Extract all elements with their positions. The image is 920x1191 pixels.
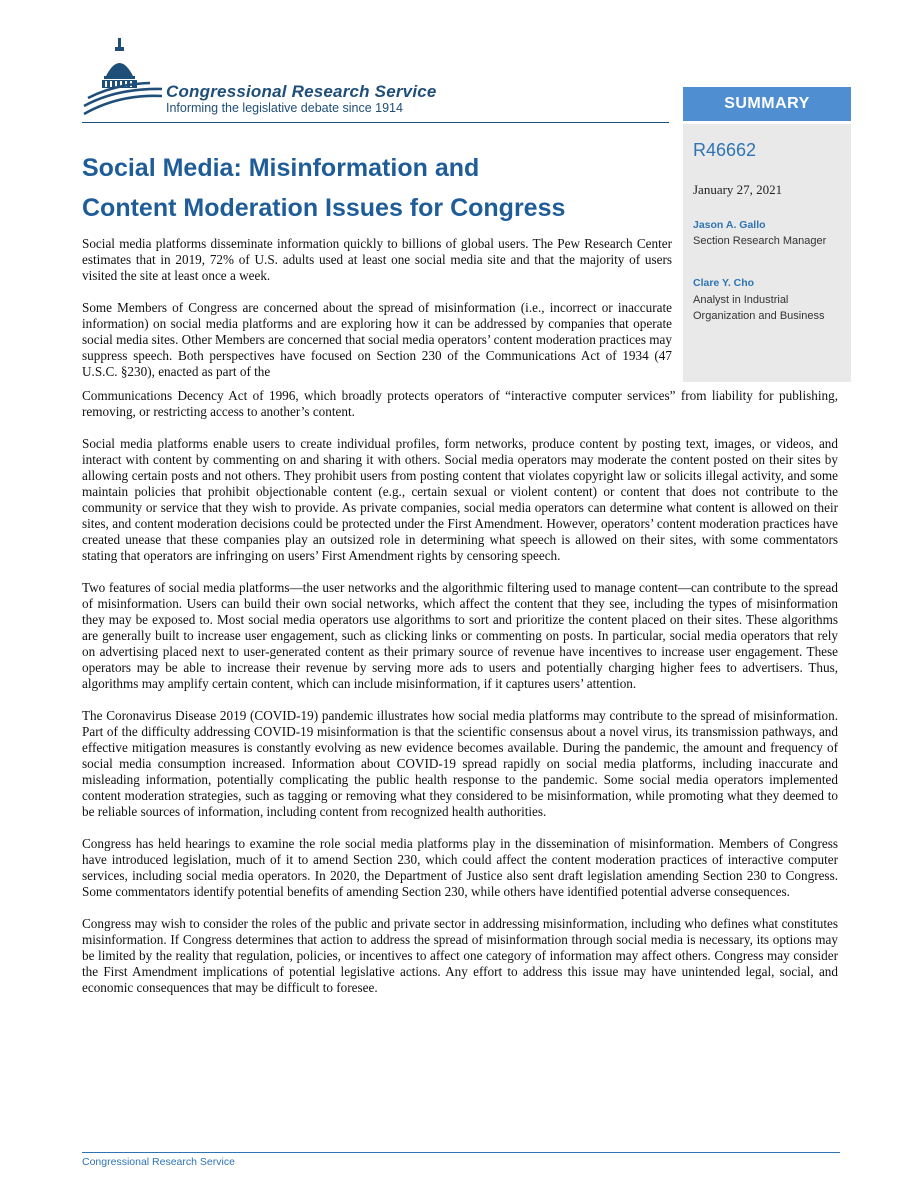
body-text-narrow (82, 236, 672, 380)
body-paragraph: Communications Decency Act of 1996, which broadly protects operators of “interactive computer services” from liability for publishing, removing, or restricting access to another’s content. (82, 388, 838, 419)
body-paragraph: Social media platforms enable users to create individual profiles, form networks, produce content by posting text, images, or videos, and interact with content by commenting on and sharing it with others. Social media operators may moderate the content posted on their sites by allowing certain posts and not others. They prohibit users from posting content that violates copyright law or solicits illegal activity, and some maintain policies that prohibit objectionable content (e.g., certain sexual or violent content) or content that does not contribute to the community or service that they wish to provide. As private companies, social media operators can determine what content is allowed on their sites, and content moderation decisions could be protected under the First Amendment. However, operators’ content moderation practices have created unease that these companies play an outsized role in determining what speech is allowed on their sites, with some commentators stating that operators are infringing on users’ First Amendment rights by censoring speech. (82, 436, 838, 563)
body-paragraph: Social media platforms disseminate information quickly to billions of global users. The Pew Research Center estimates that in 2019, 72% of U.S. adults used at least one social media site and that the majority of users visited the site at least once a week. (82, 236, 672, 283)
author-role: Section Research Manager (693, 235, 827, 247)
author-name[interactable]: Clare Y. Cho (693, 277, 755, 289)
body-paragraph: Congress may wish to consider the roles of the public and private sector in addressing misinformation, including who defines what constitutes misinformation. If Congress determines that action to address the spread of misinformation through social media is necessary, its options may be limited by the reality that regulation, policies, or incentives to affect one category of information may affect others. Congress may consider the First Amendment implications of potential legislative actions. Any effort to address this issue may have unintended legal, social, and economic consequences that may be difficult to foresee. (82, 916, 838, 995)
brand-block (166, 82, 437, 116)
body-paragraph: Two features of social media platforms—the user networks and the algorithmic filtering used to manage content—can contribute to the spread of misinformation. Users can build their own social networks, which affect the content that they see, including the types of misinformation they may be exposed to. Most social media operators use algorithms to sort and prioritize the content placed on their sites. These algorithms are generally built to increase user engagement, such as clicking links or commenting on posts. In particular, social media operators that rely on advertising placed next to user-generated content as their primary source of revenue have incentives to increase user engagement. These operators may be able to increase their revenue by serving more ads to users and potentially charging higher fees to advertisers. Thus, algorithms may amplify certain content, which can include misinformation, if it captures users’ attention. (82, 580, 838, 691)
page-title (82, 148, 672, 228)
summary-sidebar (683, 124, 851, 382)
report-number: R46662 (693, 140, 757, 160)
summary-label: SUMMARY (683, 87, 851, 121)
author-name[interactable]: Jason A. Gallo (693, 219, 766, 231)
footer-text: Congressional Research Service (82, 1156, 235, 1168)
body-paragraph: Some Members of Congress are concerned about the spread of misinformation (i.e., incorrect or inaccurate information) on social media platforms and are exploring how it can be addressed by companies that operate social media sites. Other Members are concerned that social media operators’ content moderation practices may suppress speech. Both perspectives have focused on Section 230 of the Communications Act of 1934 (47 U.S.C. §230), enacted as part of the (82, 300, 672, 379)
capitol-dome-logo-icon (82, 36, 164, 122)
body-text-wide (82, 388, 838, 1012)
title-line: Social Media: Misinformation and (82, 154, 480, 182)
report-date: January 27, 2021 (693, 182, 783, 197)
body-paragraph: The Coronavirus Disease 2019 (COVID-19) pandemic illustrates how social media platforms may contribute to the spread of misinformation. Part of the difficulty addressing COVID-19 misinformation is that the scientific consensus about a novel virus, its transmission pathways, and effective mitigation measures is constantly evolving as new evidence becomes available. During the pandemic, the amount and frequency of social media consumption increased. Information about COVID-19 spread rapidly on social media platforms, including inaccurate and misleading information, potentially complicating the public health response to the pandemic. Some social media operators implemented content moderation strategies, such as tagging or removing what they considered to be misinformation, while promoting what they deemed to be reliable sources of information, including content from recognized health authorities. (82, 708, 838, 819)
title-line: Content Moderation Issues for Congress (82, 194, 566, 222)
org-tagline: Informing the legislative debate since 1914 (166, 101, 403, 115)
footer-divider (82, 1152, 840, 1153)
body-paragraph: Congress has held hearings to examine the role social media platforms play in the dissemination of misinformation. Members of Congress have introduced legislation, much of it to amend Section 230, which could affect the content moderation practices of interactive computer services, including social media operators. In 2020, the Department of Justice also sent draft legislation amending Section 230 to Congress. Some commentators identify potential benefits of amending Section 230, while others have identified potential adverse consequences. (82, 836, 838, 899)
header-divider (82, 122, 669, 123)
org-name: Congressional Research Service (166, 82, 437, 101)
author-role: Analyst in Industrial Organization and Business (693, 294, 825, 322)
